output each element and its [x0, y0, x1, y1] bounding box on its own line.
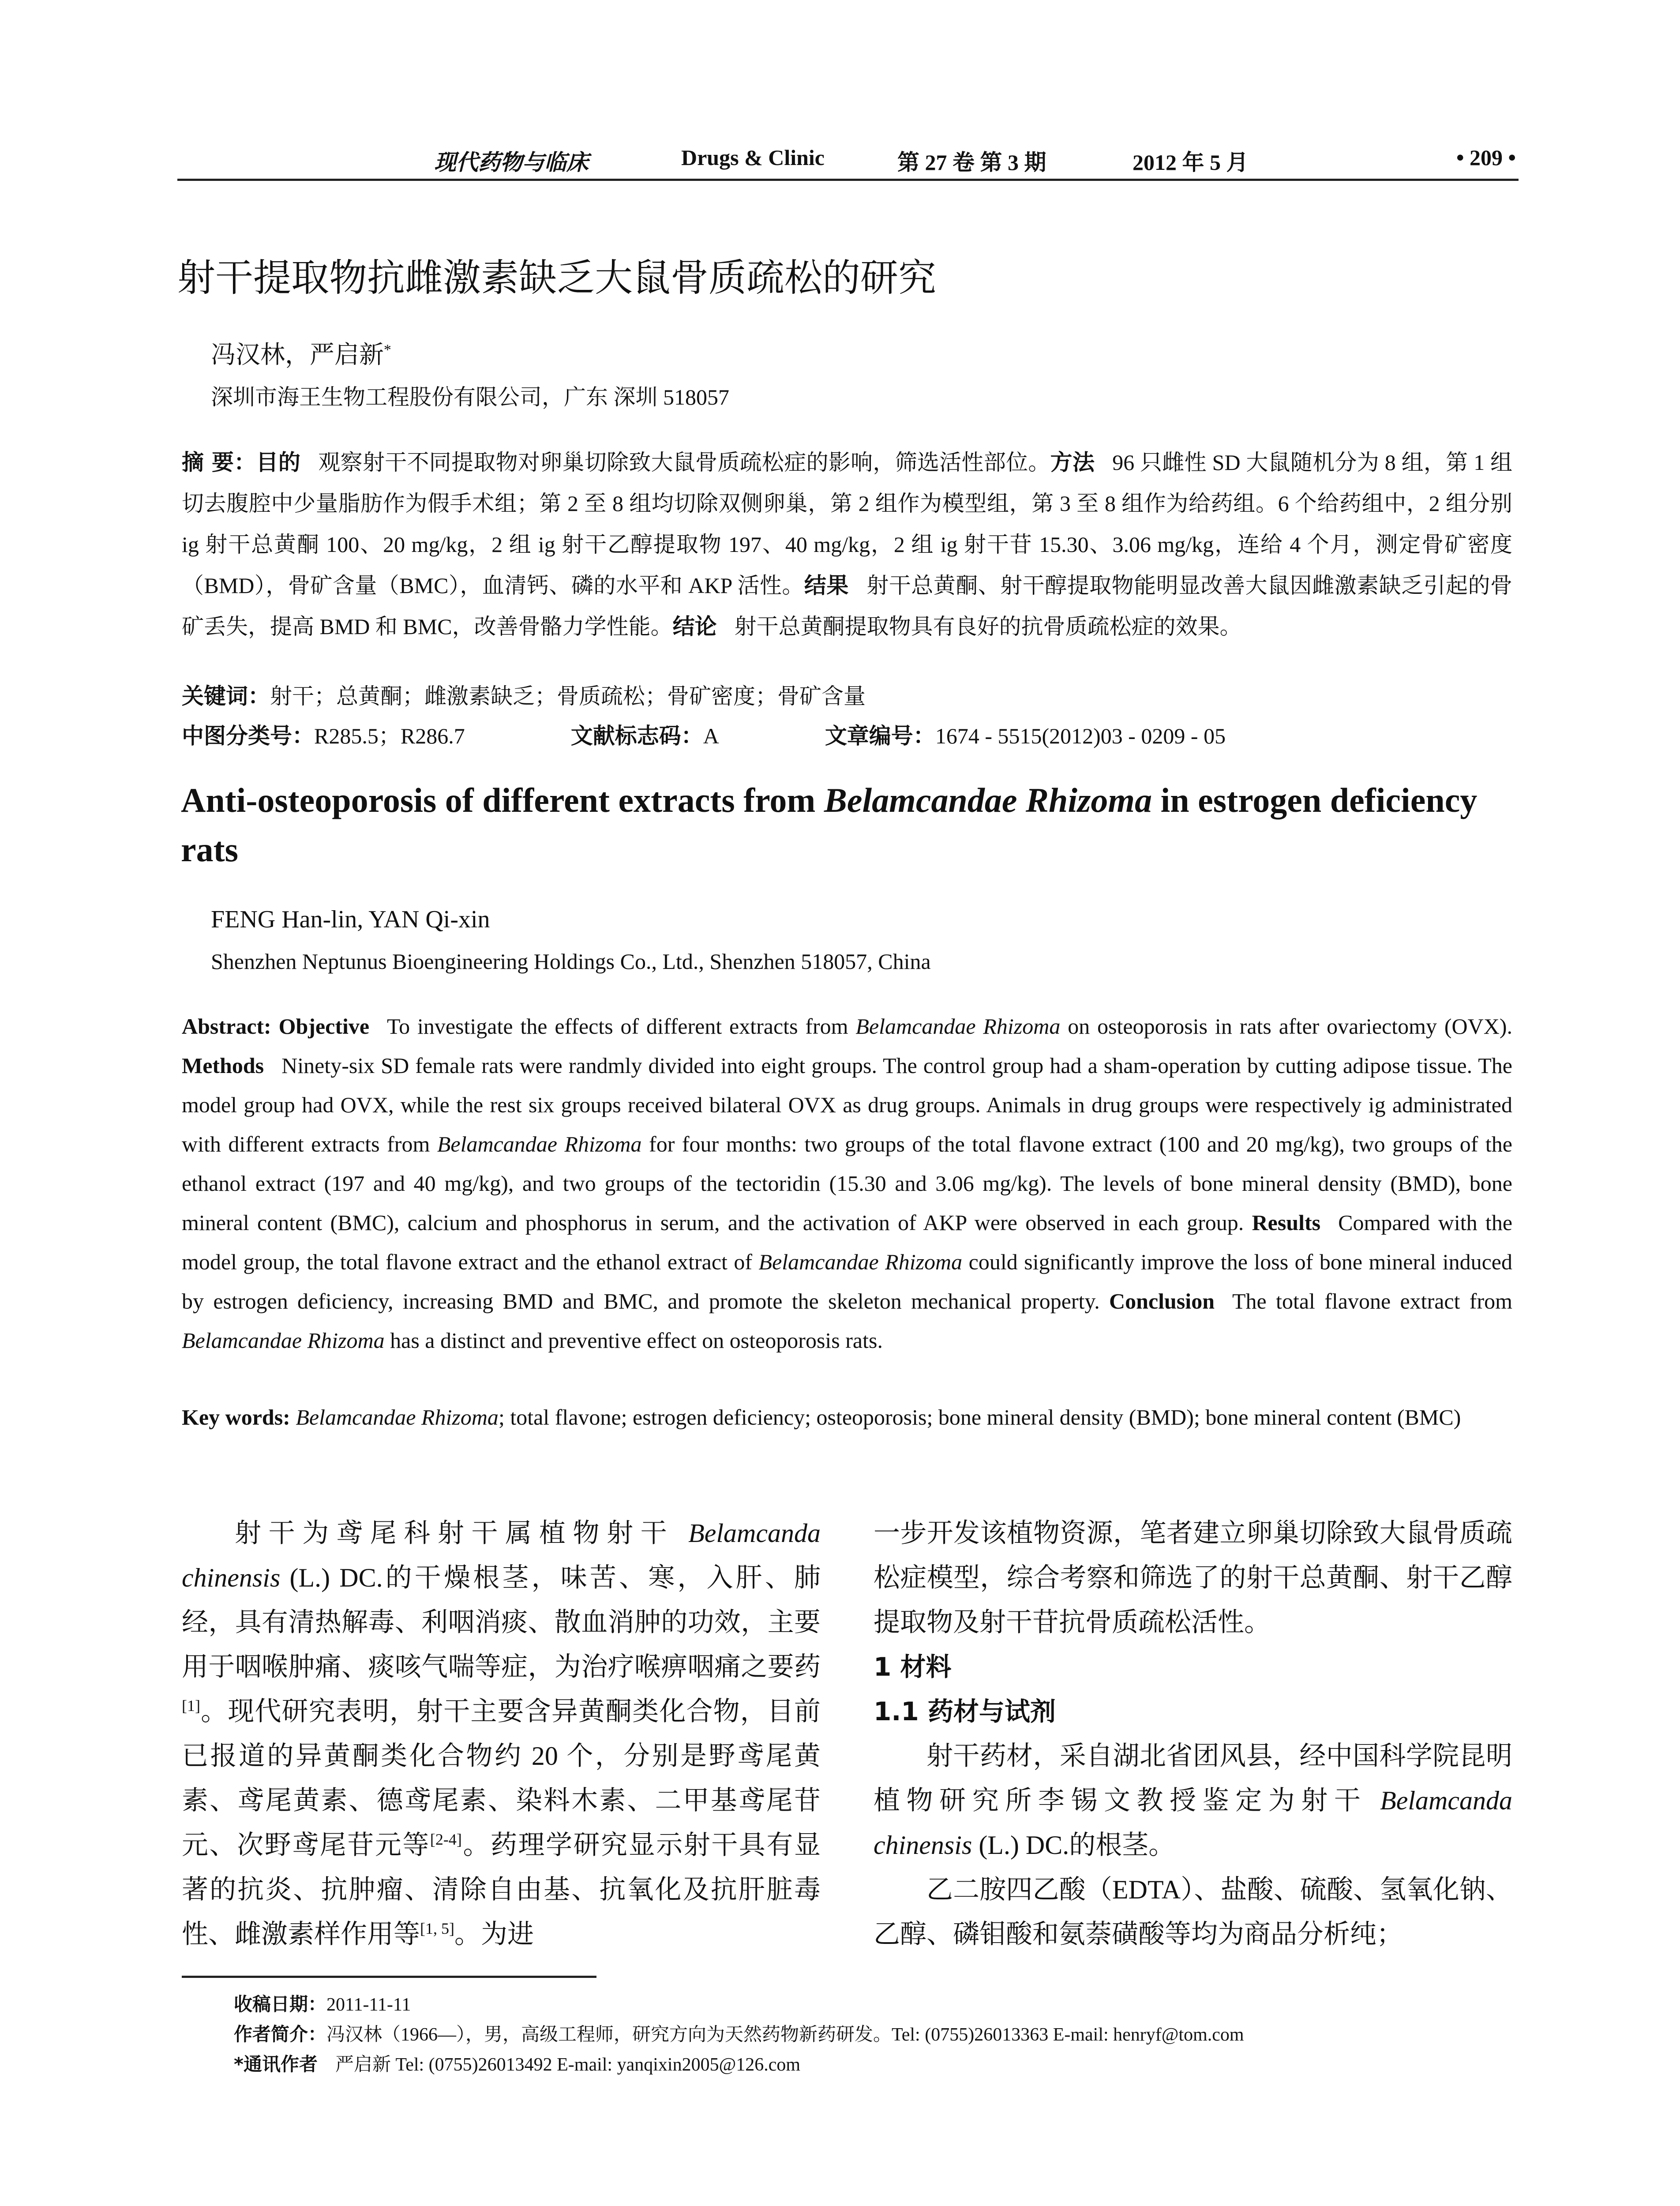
body-left-text-a: 射干为鸢尾科射干属植物射干	[235, 1519, 689, 1548]
body-left-species: Belamcanda chinensis	[182, 1519, 821, 1592]
doc-code-label: 文献标志码：	[570, 723, 703, 749]
title-cn: 射干提取物抗雌激素缺乏大鼠骨质疏松的研究	[177, 256, 936, 300]
keywords-en-italic: Belamcandae Rhizoma	[296, 1405, 499, 1429]
objective-en-italic: Belamcandae Rhizoma	[855, 1014, 1061, 1039]
title-en-italic: Belamcandae Rhizoma	[824, 781, 1152, 819]
methods-cn-label: 方法	[1050, 450, 1095, 475]
body-left-text-e: 。为进	[454, 1920, 534, 1949]
header-rule	[177, 179, 1519, 181]
keywords-en-rest: ; total flavone; estrogen deficiency; osteoporosis; bone mineral density (BMD); bone mineral content (BMC)	[498, 1405, 1461, 1429]
conclusion-en-b: has a distinct and preventive effect on osteoporosis rats.	[384, 1328, 883, 1353]
corresponding-info: 严启新 Tel: (0755)26013492 E-mail: yanqixin2005@126.com	[335, 2055, 801, 2075]
body-left-text-d: 。药理学研究显示射干具有显著的抗炎、抗肿瘤、清除自由基、抗氧化及抗肝脏毒性、雌激素样作用等	[182, 1831, 821, 1949]
body-right-paragraph-2	[874, 1734, 1512, 1868]
body-right-paragraph-3: 乙二胺四乙酸（EDTA）、盐酸、硫酸、氢氧化钠、乙醇、磷钼酸和氨萘磺酸等均为商品分析纯；	[874, 1875, 1512, 1949]
footnote-corresponding	[234, 2050, 800, 2076]
methods-en-italic: Belamcandae Rhizoma	[437, 1132, 642, 1156]
affiliation-en: Shenzhen Neptunus Bioengineering Holdings Co., Ltd., Shenzhen 518057, China	[211, 949, 931, 974]
body-left-text-b: (L.) DC.的干燥根茎，味苦、寒，入肝、肺经，具有清热解毒、利咽消痰、散血消肿的功效，主要用于咽喉肿痛、痰咳气喘等症，为治疗喉痹咽痛之要药	[182, 1563, 821, 1681]
keywords-cn-label: 关键词：	[182, 683, 270, 709]
received-label: 收稿日期：	[234, 1993, 327, 2015]
conclusion-en-a: The total flavone extract from	[1232, 1289, 1513, 1313]
corresponding-label: *通讯作者	[234, 2053, 318, 2075]
body-left-text-c: 。现代研究表明，射干主要含异黄酮类化合物，目前已报道的异黄酮类化合物约 20 个，分别是野鸢尾黄素、鸢尾黄素、德鸢尾素、染料木素、二甲基鸢尾苷元、次野鸢尾苷元等	[182, 1697, 821, 1860]
body-right-species: Belamcanda chinensis	[874, 1786, 1512, 1860]
keywords-cn	[182, 679, 866, 714]
results-en-b: could significantly improve the loss of bone mineral induced by estrogen deficiency, increasing BMD and BMC, and promote the skeleton mechanical property.	[182, 1249, 1512, 1313]
citation-1: [1]	[182, 1697, 200, 1715]
methods-en-label: Methods	[182, 1053, 264, 1078]
section-heading-1: 1 材料	[874, 1652, 952, 1682]
results-en-label: Results	[1252, 1210, 1321, 1235]
objective-en-a: To investigate the effects of different extracts from	[387, 1014, 856, 1039]
page-number: • 209 •	[1456, 145, 1516, 170]
authors-cn-names: 冯汉林，严启新	[211, 341, 384, 369]
volume-issue: 第 27 卷 第 3 期	[897, 150, 1046, 175]
article-no-label: 文章编号：	[825, 723, 935, 749]
classification-line	[182, 718, 1226, 754]
abstract-cn-label: 摘 要：	[182, 450, 256, 475]
corresponding-mark: *	[384, 341, 391, 358]
title-en-part2: in estrogen deficiency rats	[181, 781, 1478, 869]
section-heading-1-1: 1.1 药材与试剂	[874, 1696, 1056, 1726]
running-header	[177, 145, 1519, 176]
conclusion-cn-label: 结论	[672, 614, 717, 639]
title-en-part1: Anti-osteoporosis of different extracts from	[181, 781, 824, 819]
results-en-italic: Belamcandae Rhizoma	[758, 1249, 963, 1274]
body-right-column	[874, 1511, 1512, 1957]
results-cn: 射干总黄酮、射干醇提取物能明显改善大鼠因雌激素缺乏引起的骨矿丢失，提高 BMD 和 BMC，改善骨骼力学性能。	[182, 573, 1513, 639]
methods-en-a: Ninety-six SD female rats were randmly divided into eight groups. The control group had a sham-operation by cutting adipose tissue. The model group had OVX, while the rest six groups received bilateral OVX as drug groups. Animals in drug groups were respectively ig administrated with different extracts from	[182, 1053, 1512, 1156]
authors-cn	[211, 335, 391, 371]
conclusion-cn: 射干总黄酮提取物具有良好的抗骨质疏松症的效果。	[734, 614, 1242, 639]
abstract-en	[182, 1007, 1512, 1360]
received-date: 2011-11-11	[326, 1995, 411, 2015]
affiliation-cn: 深圳市海王生物工程股份有限公司，广东 深圳 518057	[211, 385, 729, 409]
results-en-a: Compared with the model group, the total flavone extract and the ethanol extract of	[182, 1210, 1513, 1274]
keywords-en	[182, 1398, 1512, 1437]
conclusion-en-label: Conclusion	[1109, 1289, 1215, 1313]
authors-en: FENG Han-lin, YAN Qi-xin	[211, 906, 490, 933]
abstract-cn	[182, 442, 1512, 647]
objective-en-b: on osteoporosis in rats after ovariectomy (OVX).	[1060, 1014, 1513, 1039]
author-bio-label: 作者简介：	[234, 2023, 327, 2045]
body-right-text-a: 射干药材，采自湖北省团风县，经中国科学院昆明植物研究所李锡文教授鉴定为射干	[874, 1741, 1512, 1815]
body-right-paragraph-1: 一步开发该植物资源，笔者建立卵巢切除致大鼠骨质疏松症模型，综合考察和筛选了的射干总黄酮、射干乙醇提取物及射干苷抗骨质疏松活性。	[874, 1519, 1512, 1637]
objective-cn-label: 目的	[256, 450, 301, 475]
clc-label: 中图分类号：	[182, 723, 314, 749]
footnote-rule	[182, 1976, 596, 1978]
keywords-cn-value: 射干；总黄酮；雌激素缺乏；骨质疏松；骨矿密度；骨矿含量	[270, 684, 866, 709]
abstract-en-label: Abstract:	[182, 1014, 271, 1039]
conclusion-en-italic: Belamcandae Rhizoma	[182, 1328, 385, 1353]
citation-3: [1, 5]	[420, 1920, 454, 1937]
methods-en-b: for four months: two groups of the total flavone extract (100 and 20 mg/kg), two groups of the ethanol extract (197 and 40 mg/kg), and two groups of the tectoridin (15.30 and 3.06 mg/kg). The levels of bone mineral density (BMD), bone mineral content (BMC), calcium and phosphorus in serum, and the activation of AKP were observed in each group.	[182, 1132, 1512, 1235]
methods-cn: 96 只雌性 SD 大鼠随机分为 8 组，第 1 组切去腹腔中少量脂肪作为假手术组；第 2 至 8 组均切除双侧卵巢，第 2 组作为模型组，第 3 至 8 组作为给药组。6 个给药组中，2 组分别 ig 射干总黄酮 100、20 mg/kg，2 组 ig 射干乙醇提取物 197、40 mg/kg，2 组 ig 射干苷 15.30、3.06 mg/kg，连给 4 个月，测定骨矿密度（BMD），骨矿含量（BMC），血清钙、磷的水平和 AKP 活性。	[182, 450, 1512, 598]
results-cn-label: 结果	[804, 573, 849, 598]
article-no-value: 1674 - 5515(2012)03 - 0209 - 05	[935, 724, 1226, 748]
keywords-en-label: Key words:	[182, 1405, 290, 1429]
clc-value: R285.5；R286.7	[314, 724, 465, 748]
title-en	[181, 776, 1518, 874]
publication-date: 2012 年 5 月	[1132, 150, 1249, 175]
footnote-received	[234, 1990, 411, 2016]
body-left-paragraph	[182, 1511, 821, 1957]
footnote-author	[234, 2020, 1244, 2046]
body-right-text-b: (L.) DC.的根茎。	[972, 1831, 1175, 1860]
doc-code-value: A	[703, 724, 719, 748]
journal-name-cn: 现代药物与临床	[434, 149, 589, 175]
objective-cn: 观察射干不同提取物对卵巢切除致大鼠骨质疏松症的影响，筛选活性部位。	[318, 450, 1050, 475]
journal-name-en: Drugs & Clinic	[681, 145, 825, 170]
author-bio: 冯汉林（1966—），男，高级工程师，研究方向为天然药物新药研发。Tel: (0755)26013363 E-mail: henryf@tom.com	[326, 2025, 1244, 2045]
objective-en-label: Objective	[278, 1014, 370, 1039]
citation-2: [2-4]	[430, 1831, 462, 1848]
